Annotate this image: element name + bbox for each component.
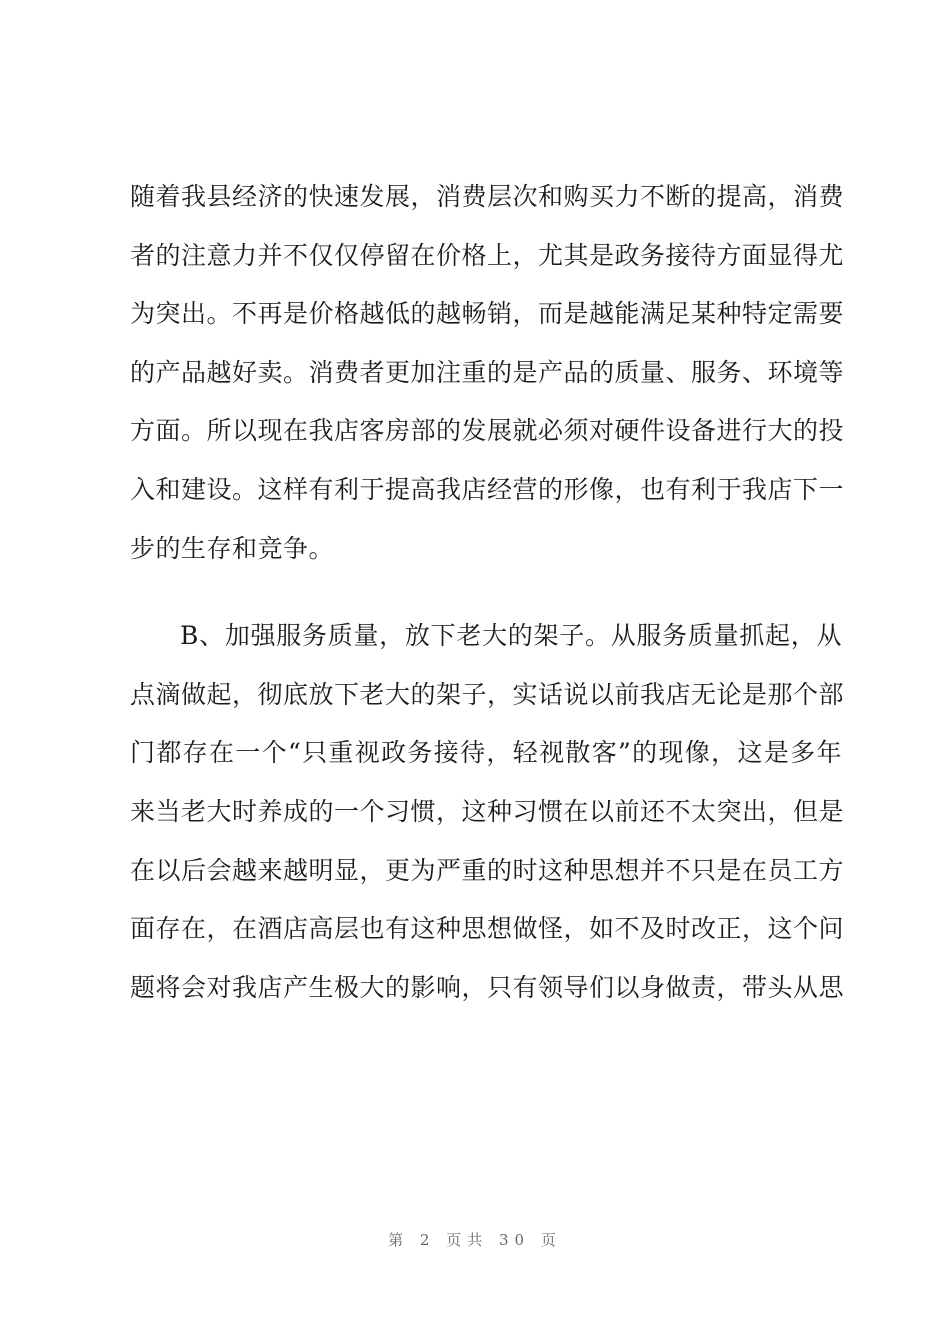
- text-line: 点滴做起，彻底放下老大的架子，实话说以前我店无论是那个部: [130, 679, 845, 709]
- text-line: 在以后会越来越明显，更为严重的时这种思想并不只是在员工方: [130, 855, 845, 885]
- text-line: 来当老大时养成的一个习惯，这种习惯在以前还不太突出，但是: [130, 796, 845, 826]
- text-line: 随着我县经济的快速发展，消费层次和购买力不断的提高，消费: [130, 182, 845, 211]
- text-line: 者的注意力并不仅仅停留在价格上，尤其是政务接待方面显得尤: [130, 240, 845, 270]
- paragraph-gap: [130, 578, 842, 607]
- text-line: 入和建设。这样有利于提高我店经营的形像，也有利于我店下一: [130, 474, 845, 504]
- page-number-footer: 第 2 页共 30 页: [388, 1231, 562, 1249]
- document-body: [130, 168, 845, 1017]
- paragraph-1: [130, 168, 845, 578]
- text-line: 面存在，在酒店高层也有这种思想做怪，如不及时改正，这个问: [130, 914, 845, 944]
- text-line: B、加强服务质量，放下老大的架子。从服务质量抓起，从: [180, 621, 842, 651]
- text-line: 方面。所以现在我店客房部的发展就必须对硬件设备进行大的投: [130, 416, 845, 446]
- text-line: 为突出。不再是价格越低的越畅销，而是越能满足某种特定需要: [130, 299, 845, 329]
- text-line: 门都存在一个“只重视政务接待，轻视散客”的现像，这是多年: [130, 738, 842, 768]
- text-line: 的产品越好卖。消费者更加注重的是产品的质量、服务、环境等: [130, 357, 845, 387]
- text-line: 步的生存和竞争。: [130, 533, 335, 563]
- text-line: 题将会对我店产生极大的影响，只有领导们以身做责，带头从思: [130, 972, 845, 1002]
- paragraph-2: [130, 607, 845, 1017]
